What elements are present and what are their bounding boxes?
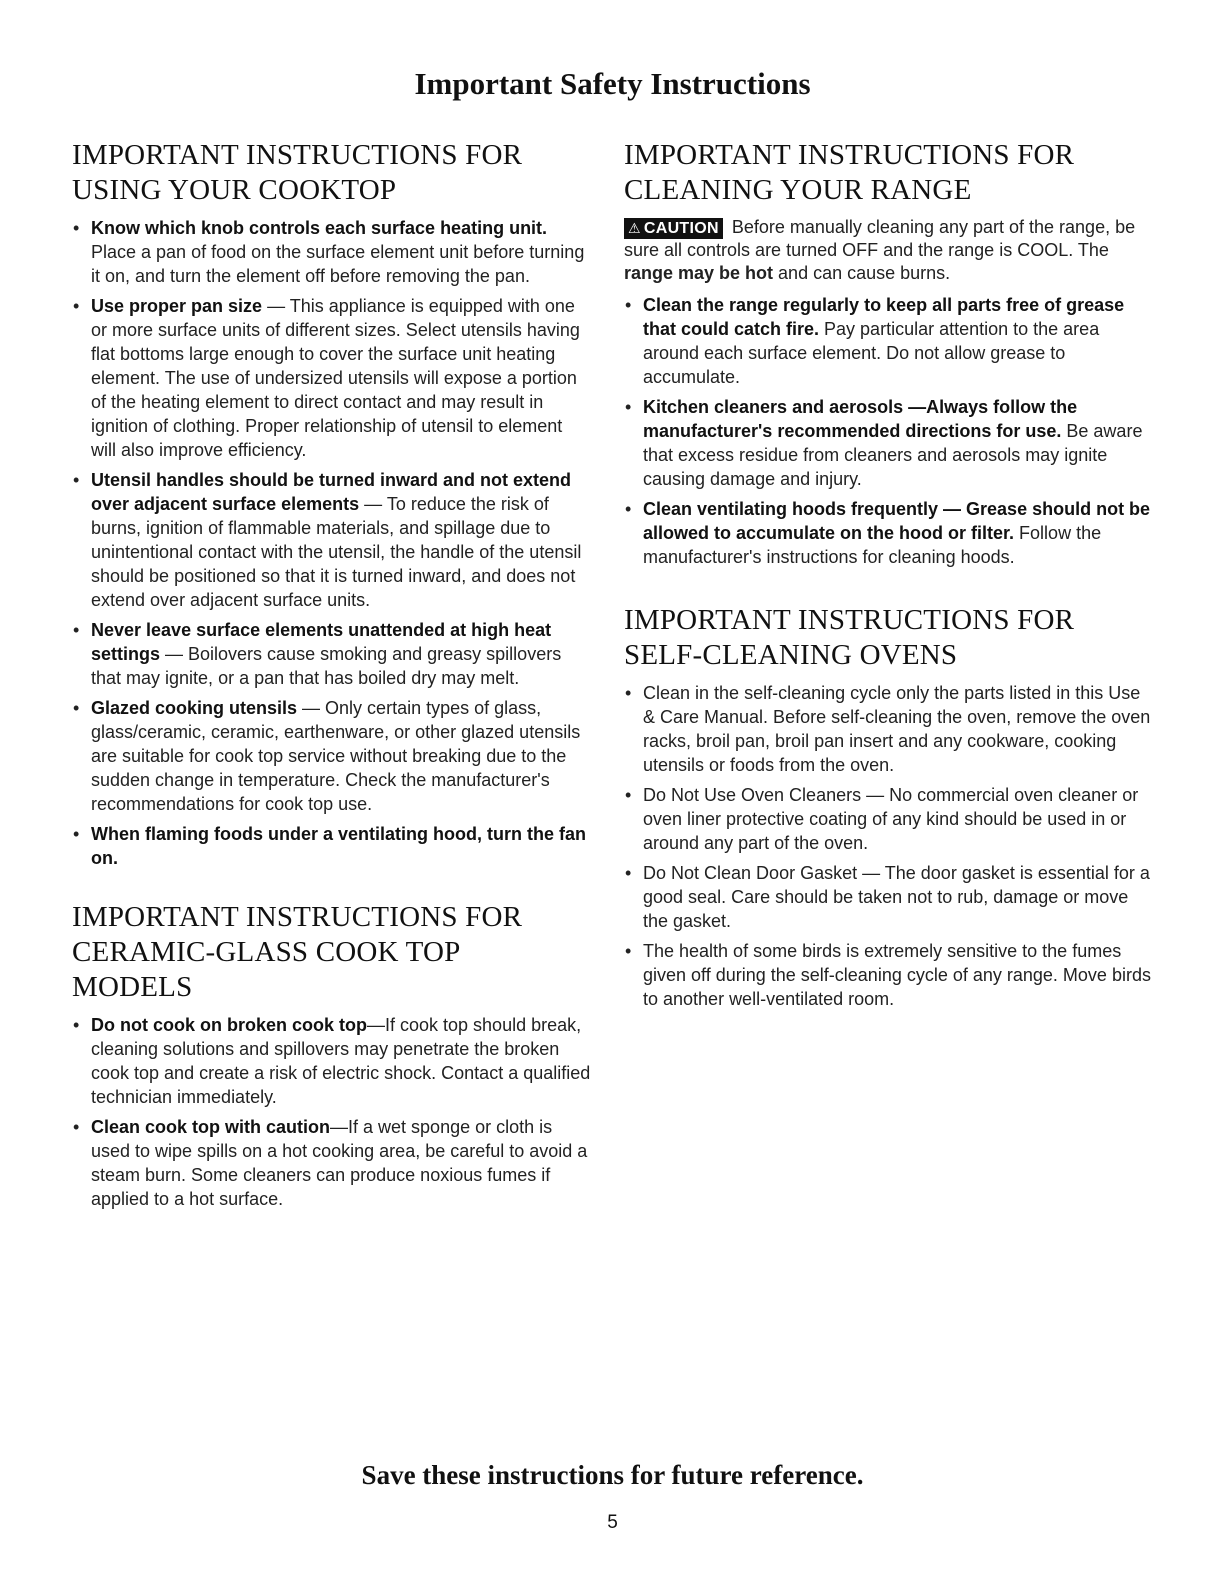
list-item [624, 395, 1152, 491]
item-text: Do Not Use Oven Cleaners — No commercial oven cleaner or oven liner protective coating of any kind should be used in or around any part of the oven. [643, 785, 1139, 853]
item-text: — Boilovers cause smoking and greasy spillovers that may ignite, or a pan that has boiled dry may melt. [91, 644, 562, 688]
list-item [624, 681, 1152, 777]
item-text: —If cook top should break, cleaning solutions and spillovers may penetrate the broken cook top and create a risk of electric shock. Contact a qualified technician immediately. [91, 1015, 591, 1107]
list-item [624, 861, 1152, 933]
list-item [72, 1013, 592, 1109]
right-column [624, 138, 1152, 1017]
list-item [72, 618, 592, 690]
item-text: — This appliance is equipped with one or more surface units of different sizes. Select utensils having flat bottoms large enough to cover the surface unit heating element. The use of undersized utensils will expose a portion of the heating element to direct contact and may result in ignition of clothing. Proper relationship of utensil to element will also improve efficiency. [91, 296, 580, 460]
list-item [72, 822, 592, 870]
caution-text: Before manually cleaning any part of the range, be sure all controls are turned OFF and the range is COOL. The [624, 217, 1136, 260]
item-text: Be aware that excess residue from cleaners and aerosols may ignite causing damage and injury. [643, 421, 1143, 489]
item-bold: Use proper pan size [91, 296, 263, 316]
bullet-icon: • [625, 863, 632, 883]
caution-text-end: and can cause burns. [773, 263, 951, 283]
selfclean-list [624, 681, 1152, 1011]
selfclean-title-line2: SELF-CLEANING OVENS [624, 639, 958, 671]
bullet-icon: • [73, 470, 80, 490]
list-item [72, 216, 592, 288]
list-item [72, 696, 592, 816]
item-text: Pay particular attention to the area around each surface element. Do not allow grease to accumulate. [643, 319, 1100, 387]
selfclean-section [624, 603, 1152, 1011]
item-text: — Only certain types of glass, glass/ceramic, ceramic, earthenware, or other glazed utensils are suitable for cook top service without breaking due to the sudden change in temperature. Check the manufacturer's recommendations for cook top use. [91, 698, 581, 814]
item-text: — To reduce the risk of burns, ignition of flammable materials, and spillage due to unintentional contact with the utensil, the handle of the utensil should be positioned so that it is turned inward, and does not extend over adjacent surface units. [91, 494, 582, 610]
bullet-icon: • [625, 785, 632, 805]
cooktop-title-line2: USING YOUR COOKTOP [72, 174, 397, 206]
page-number: 5 [607, 1512, 618, 1533]
bullet-icon: • [625, 499, 632, 519]
item-bold: Kitchen cleaners and aerosols —Always follow the manufacturer's recommended directions for use. [643, 397, 1078, 441]
list-item [72, 294, 592, 462]
cooktop-section [72, 138, 592, 870]
item-bold: Clean cook top with caution [91, 1117, 331, 1137]
range-title-line2: CLEANING YOUR RANGE [624, 174, 972, 206]
warning-triangle-icon: ⚠ [628, 220, 641, 236]
range-list [624, 293, 1152, 569]
item-text: The health of some birds is extremely sensitive to the fumes given off during the self-cleaning cycle of any range. Move birds to another well-ventilated room. [643, 941, 1151, 1009]
bullet-icon: • [625, 941, 632, 961]
caution-paragraph [624, 216, 1152, 285]
cooktop-title-line1: IMPORTANT INSTRUCTIONS FOR [72, 139, 523, 171]
caution-badge [624, 218, 723, 239]
bullet-icon: • [73, 620, 80, 640]
item-text: Do Not Clean Door Gasket — The door gasket is essential for a good seal. Care should be taken not to rub, damage or move the gasket. [643, 863, 1150, 931]
item-text: —If a wet sponge or cloth is used to wipe spills on a hot cooking area, be careful to avoid a steam burn. Some cleaners can produce noxious fumes if applied to a hot surface. [91, 1117, 588, 1209]
bullet-icon: • [73, 698, 80, 718]
bullet-icon: • [73, 1015, 80, 1035]
ceramic-section-title [72, 900, 592, 1005]
page-title: Important Safety Instructions [414, 66, 811, 101]
list-item [624, 497, 1152, 569]
item-bold: Know which knob controls each surface heating unit. [91, 218, 548, 238]
left-column [72, 138, 592, 1217]
bullet-icon: • [73, 218, 80, 238]
list-item [624, 293, 1152, 389]
item-bold: Never leave surface elements unattended at high heat settings [91, 620, 552, 664]
bullet-icon: • [625, 683, 632, 703]
item-text: Place a pan of food on the surface element unit before turning it on, and turn the element off before removing the pan. [91, 242, 585, 286]
item-bold: Do not cook on broken cook top [91, 1015, 367, 1035]
ceramic-title-line3: MODELS [72, 971, 193, 1003]
ceramic-title-line1: IMPORTANT INSTRUCTIONS FOR [72, 901, 523, 933]
range-section [624, 138, 1152, 569]
selfclean-section-title [624, 603, 1152, 673]
item-bold: When flaming foods under a ventilating hood, turn the fan on. [91, 824, 586, 868]
range-section-title [624, 138, 1152, 208]
bullet-icon: • [73, 296, 80, 316]
footer-note: Save these instructions for future reference. [361, 1460, 864, 1490]
item-text: Clean in the self-cleaning cycle only the parts listed in this Use & Care Manual. Before self-cleaning the oven, remove the oven racks, broil pan, broil pan insert and any cookware, cooking utensils or foods from the oven. [643, 683, 1151, 775]
item-text: Follow the manufacturer's instructions for cleaning hoods. [643, 523, 1102, 567]
list-item [624, 939, 1152, 1011]
ceramic-section [72, 900, 592, 1211]
list-item [72, 1115, 592, 1211]
item-bold: Clean the range regularly to keep all parts free of grease that could catch fire. [643, 295, 1125, 339]
list-item [72, 468, 592, 612]
selfclean-title-line1: IMPORTANT INSTRUCTIONS FOR [624, 604, 1075, 636]
caution-label: CAUTION [643, 220, 719, 237]
caution-bold: range may be hot [624, 263, 774, 283]
item-bold: Glazed cooking utensils [91, 698, 298, 718]
cooktop-section-title [72, 138, 592, 208]
item-bold: Utensil handles should be turned inward and not extend over adjacent surface elements [91, 470, 572, 514]
ceramic-list [72, 1013, 592, 1211]
bullet-icon: • [73, 824, 80, 844]
bullet-icon: • [625, 295, 632, 315]
ceramic-title-line2: CERAMIC-GLASS COOK TOP [72, 936, 461, 968]
range-title-line1: IMPORTANT INSTRUCTIONS FOR [624, 139, 1075, 171]
item-bold: Clean ventilating hoods frequently — Grease should not be allowed to accumulate on the hood or filter. [643, 499, 1151, 543]
bullet-icon: • [625, 397, 632, 417]
bullet-icon: • [73, 1117, 80, 1137]
cooktop-list [72, 216, 592, 870]
list-item [624, 783, 1152, 855]
